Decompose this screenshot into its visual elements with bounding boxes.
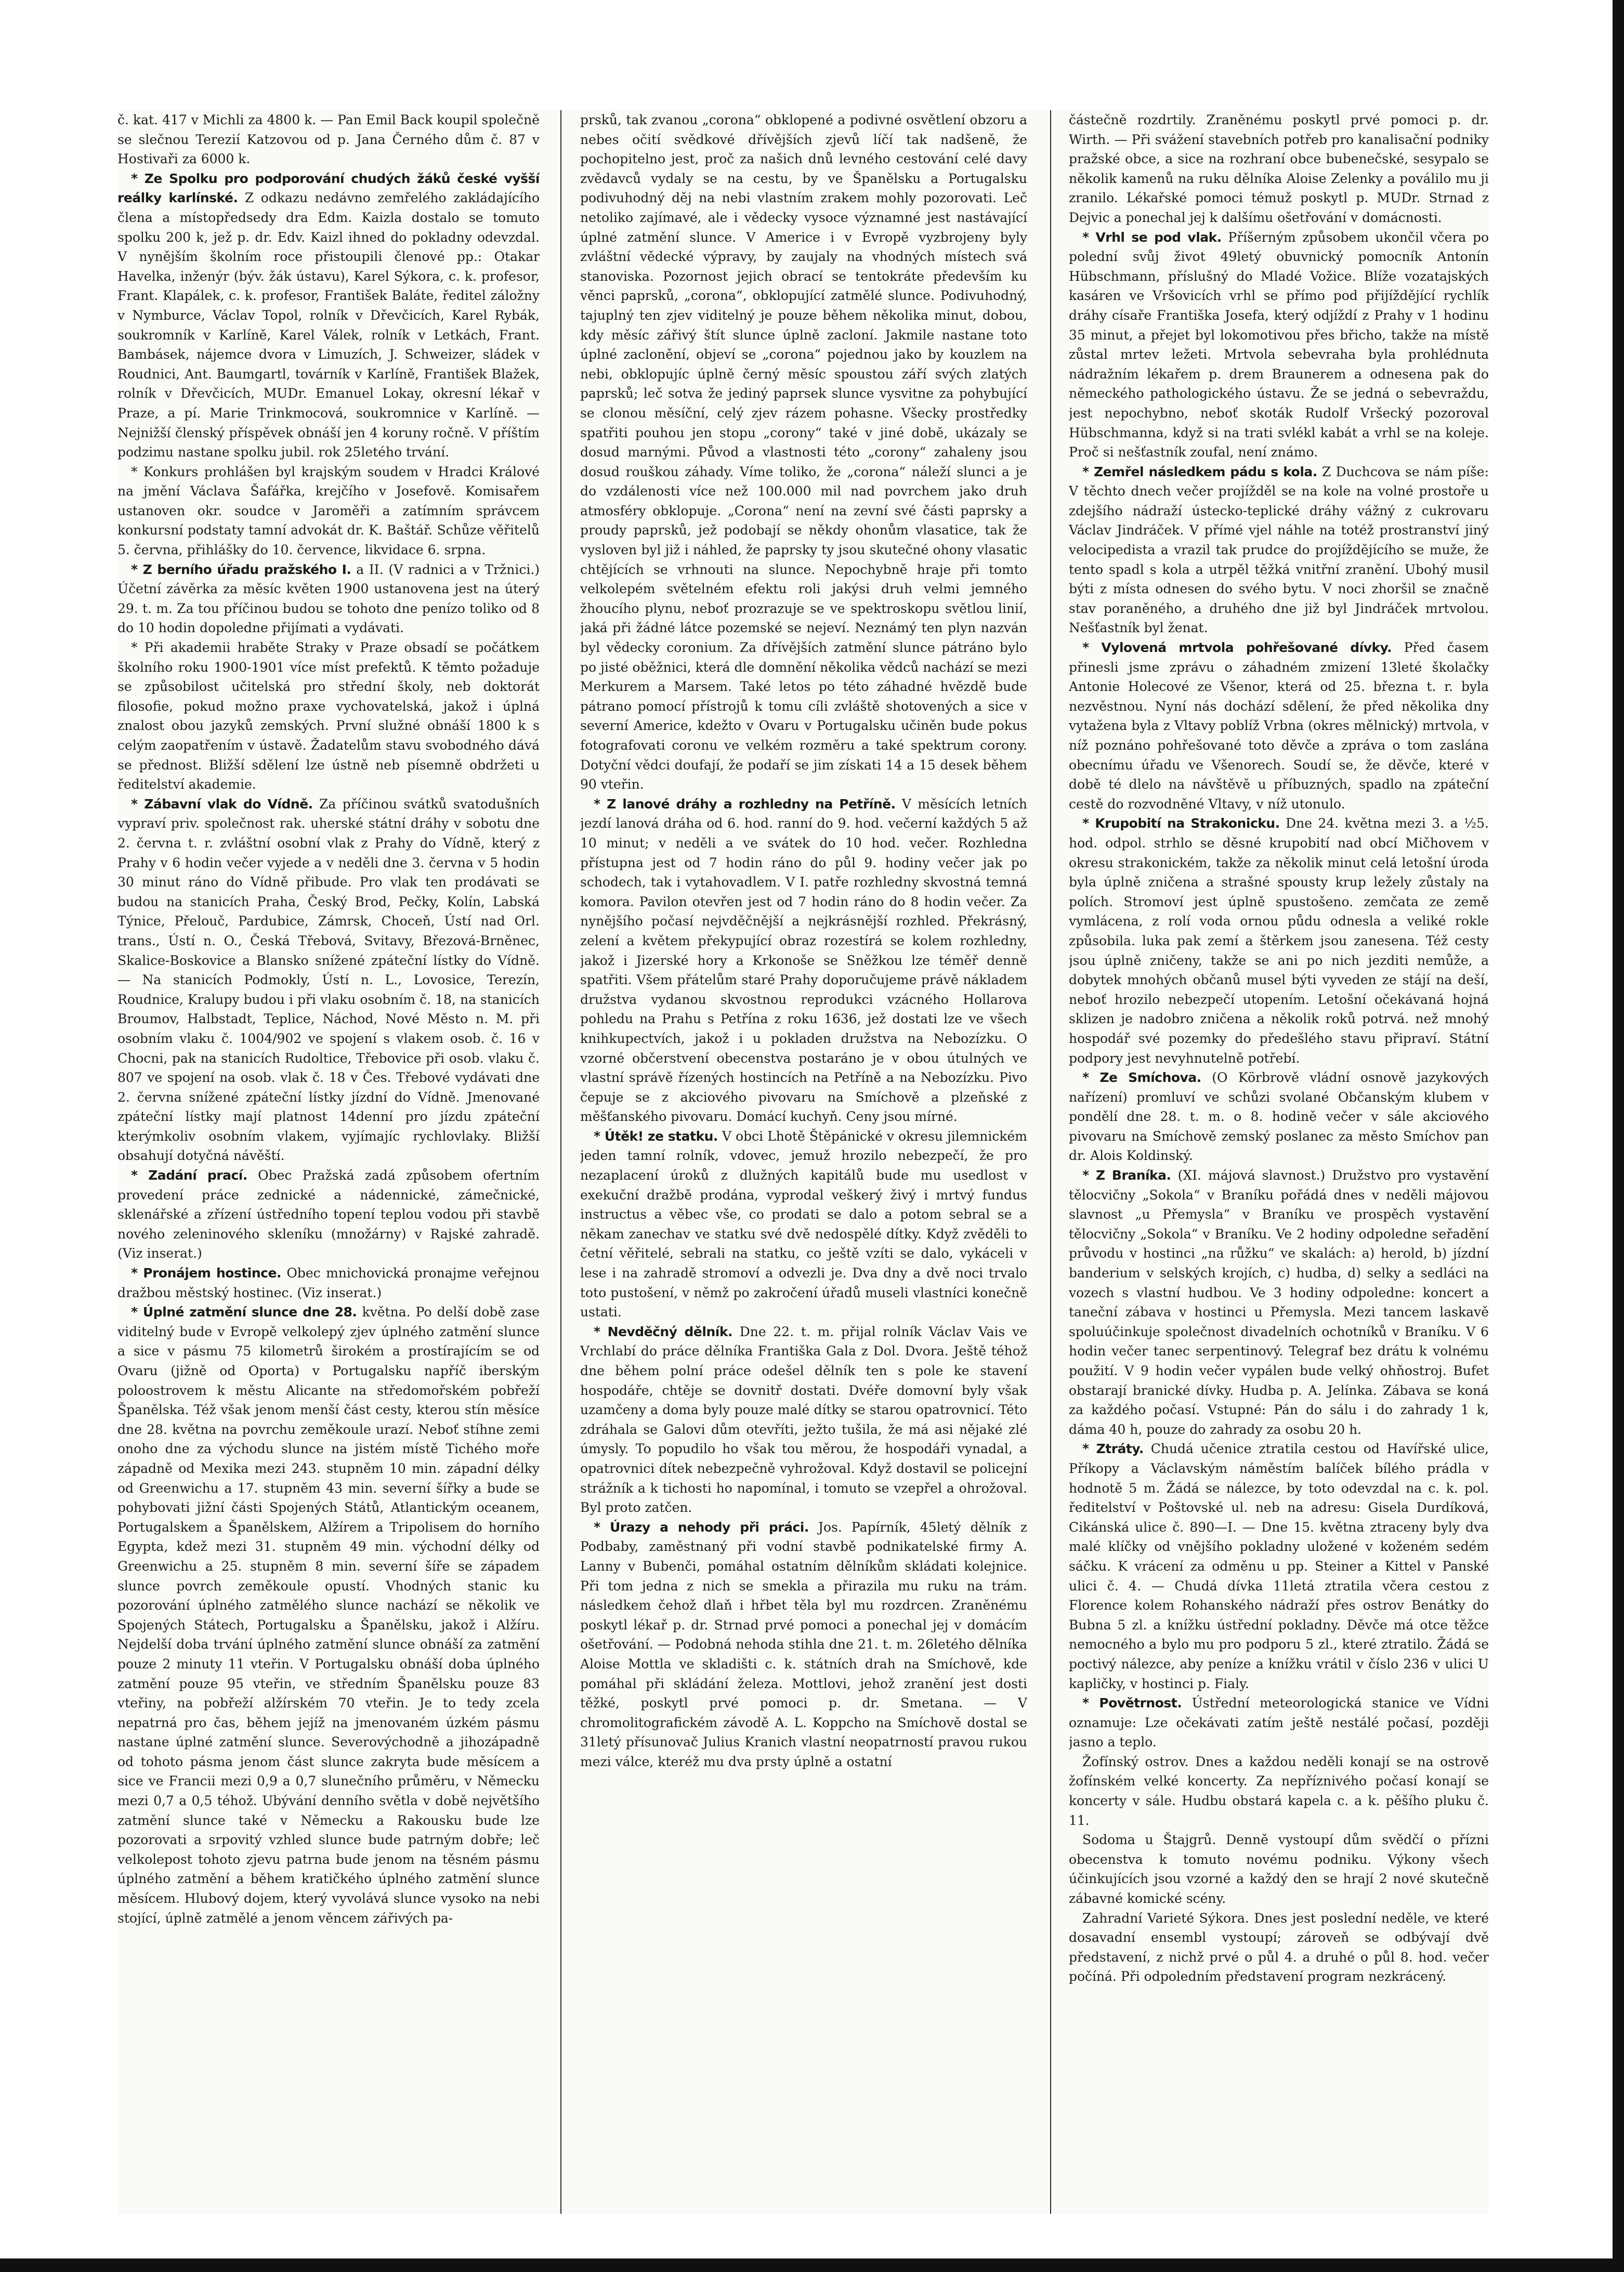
item-headline: * Úplné zatmění slunce dne 28. (131, 1304, 357, 1320)
column-rule (560, 110, 561, 2214)
column-3 (1069, 110, 1489, 2214)
item-headline: * Úrazy a nehody při práci. (594, 1519, 809, 1535)
news-item: Zahradní Varieté Sýkora. Dnes jest poslední neděle, ve které dosavadní ensembl vystoupí; zároveň se odbývají dvě představení, z nichž prvé o půl 4. a druhé o půl 8. hod. večer počíná. Při odpoledním představení program nezkrácený. (1069, 1910, 1489, 1984)
item-headline: * Vrhl se pod vlak. (1082, 229, 1222, 245)
news-item: * Úrazy a nehody při práci. Jos. Papírník, 45letý dělník z Podbaby, zaměstnaný při vodní stavbě podnikatelské firmy A. Lanny v Bubenči, pomáhal ostatním dělníkům skládati kolejnice. Při tom jedna z nich se smekla a přirazila mu ruku na trám. následkem čehož dlaň i hřbet těla byl mu rozdrcen. Zraněnému poskytl lékař p. dr. Strnad prvé pomoci a ponechal jej v domácím ošetřování. — Podobná nehoda stihla dne 21. t. m. 26letého dělníka Aloise Mottla ve skladišti c. k. státních drah na Smíchově, kde pomáhal při skládání železa. Mottlovi, jehož zranění jest dosti těžké, poskytl prvé pomoci p. dr. Smetana. — V chromolitografickém závodě A. L. Koppcho na Smíchově dostal se 31letý přísunovač Julius Kranich vlastní neopatrností pravou rukou mezi válce, kteréž mu dva prsty úplně a ostatní (580, 1519, 1027, 1769)
news-item: částečně rozdrtily. Zraněnému poskytl prvé pomoci p. dr. Wirth. — Při svážení stavebních potřeb pro kanalisační podniky pražské obce, a sice na rozhraní obce bubenečské, sesypalo se několik kamenů na ruku dělníka Aloise Zelenky a poválilo mu ji zranilo. Lékařské pomoci témuž poskytl p. MUDr. Strnad z Dejvic a ponechal jej k dalšímu ošetřování v domácnosti. (1069, 112, 1489, 225)
item-headline: * Ztráty. (1082, 1441, 1144, 1457)
item-headline: * Nevděčný dělník. (594, 1324, 732, 1339)
item-headline: * Z berního úřadu pražského I. (131, 562, 351, 577)
news-item: * Ztráty. Chudá učenice ztratila cestou od Havířské ulice, Příkopy a Václavským náměstím balíček bílého prádla v hodnotě 5 m. Žádá se nálezce, by toto odevzdal na c. k. pol. ředitelství v Poštovské ul. neb na adresu: Gisela Durdíková, Cikánská ulice č. 890—I. — Dne 15. května ztraceny byly dva malé klíčky od vnějšího pokladny uložené v koženém sedém sáčku. K vrácení za odměnu u pp. Steiner a Kittel v Panské ulici č. 4. — Chudá dívka 11letá ztratila včera cestou z Florence kolem Rohanského nádraží přes ostrov Benátky do Bubna 5 zl. a knížku ústřední pokladny. Děvče má otce těžce nemocného a bylo mu pro podporu 5 zl., které ztratilo. Žádá se poctivý nálezce, aby peníze a knížku vrátil v číslo 236 v ulici U kapličky, v hostinci p. Fialy. (1069, 1441, 1489, 1691)
news-item: * Povětrnost. Ústřední meteorologická stanice ve Vídni oznamuje: Lze očekávati zatím ještě nestálé počasí, později jasno a teplo. (1069, 1695, 1489, 1750)
news-item: * Konkurs prohlášen byl krajským soudem v Hradci Králové na jmění Václava Šafářka, krejčího v Josefově. Komisařem ustanoven okr. soudce v Jaroměři a zatímním správcem konkursní podstaty tamní advokát dr. K. Baštář. Schůze věřitelů 5. června, přihlášky do 10. července, likvidace 6. srpna. (117, 464, 540, 558)
news-item: * Při akademii hraběte Straky v Praze obsadí se počátkem školního roku 1900-1901 více míst prefektů. K těmto požaduje se způsobilost učitelská pro střední školy, neb doktorát filosofie, pokud možno praxe vychovatelská, jakož i úplná znalost obou jazyků zemských. První služné obnáší 1800 k s celým zaopatřením v ústavě. Žadatelům stavu svobodného dává se přednost. Bližší sdělení lze ústně neb písemně obdržeti u ředitelství akademie. (117, 640, 540, 792)
news-item: Sodoma u Štajgrů. Denně vystoupí dům svědčí o přízni obecenstva k tomuto novému podniku. Výkony všech účinkujících jsou vzorné a každý den se hrají 2 nové skutečně zábavné komické scény. (1069, 1832, 1489, 1907)
news-item: Žofínský ostrov. Dnes a každou neděli konají se na ostrově žofínském velké koncerty. Za nepříznivého počasí konají se koncerty v sále. Hudbu obstará kapela c. a k. pěšího pluku č. 11. (1069, 1754, 1489, 1828)
item-headline: * Zábavní vlak do Vídně. (131, 796, 313, 812)
news-item: * Útěk! ze statku. V obci Lhotě Štěpánické v okresu jilemnickém jeden tamní rolník, vdovec, jemuž hrozilo nebezpečí, že pro nezaplacení úroků z dlužných kapitálů bude mu usedlost v exekuční dražbě prodána, vyprodal veškerý živý i mrtvý fundus instructus a věbec vše, co prodati se dalo a potom sebral se a někam zanechav ve statku své dvě nedospělé dítky. Když zvěděli to četní věřitelé, sebrali na statku, co ještě vzíti se dalo, vykáceli v lese i na zahradě stromoví a odvezli je. Dva dny a dvě noci trvalo toto pustošení, v němž po zakročení úřadů museli vlastníci konečně ustati. (580, 1128, 1027, 1320)
news-item: * Nevděčný dělník. Dne 22. t. m. přijal rolník Václav Vais ve Vrchlabí do práce dělníka Františka Gala z Dol. Dvora. Ještě téhož dne během polní práce odešel dělník ten s pole ke stavení hospodáře, chtěje se dovnitř dostati. Dvéře domovní byly však uzamčeny a doma byly pouze malé dítky se starou opatrovnicí. Této zdráhala se Galovi dům otevříti, ježto tušila, že má asi nějaké zlé úmysly. To popudilo ho však tou měrou, že hospodáři vynadal, a opatrovnici dítek nebezpečně vyhrožoval. Když dostavil se policejní strážník a k tichosti ho napomínal, i tomuto se vzepřel a ohrožoval. Byl proto zatčen. (580, 1324, 1027, 1516)
news-item: prsků, tak zvanou „corona“ obklopené a podivné osvětlení obzoru a nebes očití svědkové dřívějších zjevů líčí tak nadšeně, že pochopitelno jest, proč za našich dnů levného cestování celé davy zvědavců vydaly se na cestu, by ve Španělsku a Portugalsku podivuhodný děj na nebi vlastním zrakem mohly pozorovati. Leč netoliko zajímavé, ale i vědecky vysoce významné jest nastávající úplné zatmění slunce. V Americe i v Evropě vyzbrojeny byly zvláštní vědecké výpravy, by zaujaly na vhodných místech svá stanoviska. Pozornost jejich obrací se tentokráte především ku věnci paprsků, „corona“, obklopující zatmělé slunce. Podivuhodný, tajuplný ten zjev viditelný je pouze během několika minut, dobou, kdy měsíc zářivý štít slunce úplně zacloní. Jakmile nastane toto úplné zaclonění, objeví se „corona“ pojednou jako by kouzlem na nebi, obklopujíc úplně černý měsíc spoustou září svých zlatých paprsků; leč sotva že jediný paprsek slunce vysvitne za pohybující se clonou měsíční, celý zjev rázem pohasne. Všecky prostředky spatřiti pouhou jen stopu „corony“ také v jiné době, ukázaly se dosud marnými. Původ a vlastnosti této „corony“ zahaleny jsou dosud rouškou záhady. Víme toliko, že „corona“ náleží slunci a je do vzdálenosti více než 100.000 mil nad povrchem jako druh atmosféry obklopuje. „Corona“ není na zevní své části paprsky a proudy paprsků, jež podobají se někdy ohonům vlasatice, tak že vysloven byl již i náhled, že paprsky ty jsou skutečné ohony vlasatic chtějících se vrhnouti na slunce. Nepochybně hraje při tomto velkolepém světelném efektu roli jakýsi druh velmi jemného žhoucího plynu, neboť prozrazuje se ve spektroskopu světlou linií, jaká při žádné látce pozemské se nejeví. Neznámý ten plyn nazván byl vědecky coronium. Za dřívějších zatmění slunce pátráno bylo po jisté oběžnici, která dle domnění několika vědců nachází se mezi Merkurem a Marsem. Také letos po této záhadné hvězdě bude pátrano pomocí přístrojů k tomu cíli zvláště shotovených a sice v severní Americe, kdežto v Ovaru v Portugalsku učiněn bude pokus fotografovati coronu ve velkém rozměru a také spektrum corony. Dotyční vědci doufají, že podaří se jim získati 14 a 15 desek během 90 vteřin. (580, 112, 1027, 792)
item-headline: * Zadání prací. (131, 1168, 247, 1183)
news-item: * Z Braníka. (XI. májová slavnost.) Družstvo pro vystavění tělocvičny „Sokola“ v Braníku pořádá dnes v neděli májovou slavnost „u Přemysla“ v Braníku ve prospěch vystavění tělocvičny „Sokola“ v Braníku. Ve 2 hodiny odpoledne seřadění průvodu v hostinci „na růžku“ ve skalách: a) herold, b) jízdní banderium v selských krojích, c) hudba, d) selky a sedláci na vozech s vlastní hudbou. Ve 3 hodiny odpoledne: koncert a taneční zábava v hostinci u Přemysla. Mezi tancem laskavě spoluúčinkuje společnost divadelních ochotníků v Braníku. V 6 hodin večer tanec serpentinový. Telegraf bez drátu k volnému použití. V 9 hodin večer vypálen bude velký ohňostroj. Bufet obstarají branické dívky. Hudba p. A. Jelínka. Zábava se koná za každého počasí. Vstupné: Pán do sálu i do zahrady 1 k, dáma 40 h, pouze do zahrady za osobu 20 h. (1069, 1168, 1489, 1437)
column-1 (117, 110, 540, 2214)
news-item: * Úplné zatmění slunce dne 28. května. Po delší době zase viditelný bude v Evropě velkolepý zjev úplného zatmění slunce a sice v pásmu 75 kilometrů širokém a prostírajícím se od Ovaru (jižně od Oporta) v Portugalsku napříč iberským poloostrovem k městu Alicante na středomořském pobřeží Španělska. Též však jenom menší část cesty, kterou stín měsíce dne 28. května na povrchu zeměkoule urazí. Neboť stíhne zemi onoho dne za východu slunce na jistém místě Tichého moře západně od Mexika mezi 243. stupněm 10 min. západní délky od Greenwichu a 17. stupněm 43 min. severní šířky a bude se pohybovati jižní části Spojených Států, Atlantickým oceanem, Portugalskem a Španělskem, Alžírem a Tripolisem do horního Egypta, kdež mezi 31. stupněm 49 min. východní délky od Greenwichu a 25. stupněm 8 min. severní šíře se západem slunce povrch zeměkoule opustí. Vhodných stanic ku pozorování úplného zatmělého slunce nachází se několik ve Spojených Státech, Portugalsku a Španělsku, jakož i Alžíru. Nejdelší doba trvání úplného zatmění slunce obnáší za zatmění pouze 2 minuty 11 vteřin. V Portugalsku obnáší doba úplného zatmění pouze 95 vteřin, ve středním Španělsku pouze 83 vteřiny, na pobřeží alžírském 70 vteřin. Je to tedy zcela nepatrná pro čas, během jejíž na jmenovaném úzkém pásmu nastane úplné zatmění slunce. Severovýchodně a jihozápadně od tohoto pásma jenom část slunce zakryta bude měsícem a sice ve Francii mezi 0,9 a 0,7 slunečního průměru, v Německu mezi 0,7 a 0,5 téhož. Ubývání denního světla v době největšího zatmění slunce také v Německu a Rakousku bude lze pozorovati a srpovitý vzhled slunce bude patrným dobře; leč velkolepost tohoto zjevu patrna bude jenom na těsném pásmu úplného zatmění a během kratičkého úplného zatmění slunce měsícem. Hlubový dojem, který vyvolává slunce vysoko na nebi stojící, úplně zatmělé a jenom věncem zářivých pa- (117, 1304, 540, 1926)
item-headline: * Zemřel následkem pádu s kola. (1082, 464, 1317, 479)
column-2 (580, 110, 1027, 2214)
news-item: č. kat. 417 v Michli za 4800 k. — Pan Emil Back koupil společně se slečnou Terezií Katzovou od p. Jana Černého dům č. 87 v Hostivaři za 6000 k. (117, 112, 540, 167)
newspaper-page (117, 110, 1489, 2214)
item-headline: * Ze Spolku pro podporování chudých žáků české vyšší reálky karlínské. (117, 171, 540, 206)
news-item: * Krupobití na Strakonicku. Dne 24. května mezi 3. a ½5. hod. odpol. strhlo se děsné krupobití nad obcí Mičhovem v okresu strakonickém, takže za několik minut celá letošní úroda byla úplně zničena a strašné spousty krup ležely zůstaly na polích. Stromoví jest úplně spustošeno. zemčata ze země vymlácena, z rolí voda ornou půdu odnesla a veliké rokle způsobila. luka pak zemí a štěrkem jsou zanesena. Též cesty jsou úplně zničeny, takže se ani po nich jezditi nemůže, a dobytek mnohých občanů musel býti vyveden ze stájí na deší, neboť hrozilo nebezpečí utopením. Letošní očekávaná hojná sklizen je nadobro zničena a několik roků potrvá. než mnohý hospodář své pozemky do předešlého stavu připraví. Státní podpory jest nevyhnutelně potřebí. (1069, 816, 1489, 1066)
item-headline: * Útěk! ze statku. (594, 1128, 718, 1144)
news-item: * Vylovená mrtvola pohřešované dívky. Před časem přinesli jsme zprávu o záhadném zmizení 13leté školačky Antonie Holecové ze Všenor, která od 25. března t. r. byla nezvěstnou. Nyní nás dochází sdělení, že před několika dny vytažena byla z Vltavy poblíž Vrbna (okres mělnický) mrtvola, v níž poznáno pohřešované toto děvče a zpráva o tom zaslána obecnímu úřadu ve Všenorech. Soudí se, že děvče, které v době té dlelo na návštěvě u příbuzných, spadlo na zpáteční cestě do rozvodněné Vltavy, v níž utonulo. (1069, 640, 1489, 812)
news-item: * Z berního úřadu pražského I. a II. (V radnici a v Tržnici.) Účetní závěrka za měsíc květen 1900 ustanovena jest na úterý 29. t. m. Za tou příčinou budou se tohoto dne penízo toliko od 8 do 10 hodin dopoledne přijímati a vydávati. (117, 562, 540, 636)
item-headline: * Ze Smíchova. (1082, 1070, 1201, 1086)
news-item: * Ze Spolku pro podporování chudých žáků české vyšší reálky karlínské. Z odkazu nedávno zemřelého zakládajícího člena a místopředsedy dra Edm. Kaizla dostalo se tomuto spolku 200 k, jež p. dr. Edv. Kaizl ihned do pokladny odevzdal. V nynějším školním roce přistoupili členové pp.: Otakar Havelka, inženýr (býv. žák ústavu), Karel Sýkora, c. k. profesor, Frant. Klapálek, c. k. profesor, František Baláte, ředitel záložny v Nymburce, Václav Topol, rolník v Dřevčicích, Karel Rybák, soukromník v Karlíně, Karel Válek, rolník v Letkách, Frant. Bambásek, nájemce dvora v Limuzích, J. Schweizer, sládek v Roudnici, Ant. Baumgartl, továrník v Karlíně, František Blažek, rolník v Dřevčicích, MUDr. Emanuel Lokay, okresní lékař v Praze, a pí. Marie Trinkmocová, soukromnice v Karlíně. — Nejnižší členský příspěvek obnáší jen 4 koruny ročně. V příštím podzimu nastane spolku jubil. rok 25letého trvání. (117, 171, 540, 460)
news-item: * Vrhl se pod vlak. Příšerným způsobem ukončil včera po polední svůj život 49letý obuvnický pomocník Antonín Hübschmann, příslušný do Mladé Vožice. Blíže vozatajských kasáren ve Vršovicích vrhl se přímo pod přijíždějící rychlík dráhy císaře Františka Josefa, který odjíždí z Prahy v 1 hodinu 35 minut, a přejet byl lokomotivou přes břicho, takže na místě zůstal mrtev ležeti. Mrtvola sebevraha byla prohlédnuta nádražním lékařem p. drem Braunerem a odnesena pak do německého pathologického ústavu. Že se jedná o sebevraždu, jest nepochybno, neboť skoták Rudolf Vršecký pozoroval Hübschmanna, když si na trati svlékl kabát a vrhl se na koleje. Proč si nešťastník zoufal, není známo. (1069, 229, 1489, 460)
item-headline: * Z lanové dráhy a rozhledny na Petříně. (594, 796, 896, 812)
news-item: * Zemřel následkem pádu s kola. Z Duchcova se nám píše: V těchto dnech večer projížděl se na kole na volné prostoře u zdejšího nádraží ústecko-teplické dráhy vážný z cukrovaru Václav Jindráček. V přímé vjel náhle na totéž prostranství jiný velocipedista a vrazil tak prudce do projíždějícího se muže, že tento spadl s kola a utrpěl těžká vnitřní zranění. Ubohý musil býti z místa odnesen do svého bytu. V noci zhoršil se značně stav poraněného, a druhého dne již byl Jindráček mrtvolou. Nešťastník byl ženat. (1069, 464, 1489, 636)
item-headline: * Pronájem hostince. (131, 1265, 281, 1281)
news-item: * Pronájem hostince. Obec mnichovická pronajme veřejnou dražbou městský hostinec. (Viz inserat.) (117, 1265, 540, 1300)
news-item: * Z lanové dráhy a rozhledny na Petříně. V měsících letních jezdí lanová dráha od 6. hod. ranní do 9. hod. večerní každých 5 až 10 minut; v neděli a ve svátek do 10 hod. večer. Rozhledna přístupna jest od 7 hodin ráno do půl 9. hodiny večer jak po schodech, tak i vytahovadlem. V I. patře rozhledny skvostná temná komora. Pavilon otevřen jest od 7 hodin ráno do 8 hodin večer. Za nynějšího počasí nejvděčnější a nejkrásnější rozhled. Překrásný, zelení a květem překypující obraz rozestírá se kolem rozhledny, jakož i Jizerské hory a Krkonoše se Sněžkou lze téměř denně spatřiti. Všem přátelům staré Prahy doporučujeme právě nákladem družstva vydanou skvostnou reprodukci vzácného Hollarova pohledu na Prahu s Petřína z roku 1636, jež dostati lze ve všech knihkupectvích, jakož i u pokladen družstva na Nebozízku. O vzorné občerstvení obecenstva postaráno je v obou útulných ve vlastní správě řízených hostincích na Petříně a na Nebozízku. Pivo čepuje se z akciového pivovaru na Smíchově a plzeňské z měšťanského pivovaru. Domácí kuchyň. Ceny jsou mírné. (580, 796, 1027, 1125)
item-headline: * Vylovená mrtvola pohřešované dívky. (1082, 640, 1392, 656)
news-item: * Zábavní vlak do Vídně. Za příčinou svátků svatodušních vypraví priv. společnost rak. uherské státní dráhy v sobotu dne 2. června t. r. zvláštní osobní vlak z Prahy do Vídně, který z Prahy v 6 hodin večer vyjede a v neděli dne 3. června v 5 hodin 30 minut ráno do Vídně přibude. Pro vlak ten prodávati se budou na stanicích Praha, Český Brod, Pečky, Kolín, Labská Týnice, Přelouč, Pardubice, Zámrsk, Choceň, Ústí nad Orl. trans., Ústí n. O., Česká Třebová, Svitavy, Březová-Brněnec, Skalice-Boskovice a Blansko snížené zpáteční lístky do Vídně. — Na stanicích Podmokly, Ústí n. L., Lovosice, Terezín, Roudnice, Kralupy budou i při vlaku osobním č. 18, na stanicích Broumov, Halbstadt, Teplice, Náchod, Nové Město n. M. při osobním vlaku č. 1004/902 ve spojení s vlakem osob. č. 16 v Chocni, pak na stanicích Rudoltice, Třebovice při osob. vlaku č. 807 ve spojení na osob. vlak č. 18 v Čes. Třebové vydávati dne 2. června snížené zpáteční lístky jízdní do Vídně. Jmenované zpáteční lístky mají platnost 14denní pro jízdu zpáteční kterýmkoliv osobním vlakem, vyjímajíc rychlovlaky. Bližší obsahují dotyčná návěští. (117, 796, 540, 1164)
news-item: * Ze Smíchova. (O Körbrově vládní osnově jazykových nařízení) promluví ve schůzi svolané Občanským klubem v pondělí dne 28. t. m. o 8. hodině večer v sále akciového pivovaru na Smíchově zemský poslanec za město Smíchov pan dr. Alois Koldinský. (1069, 1070, 1489, 1164)
column-rule (1050, 110, 1051, 2214)
item-headline: * Z Braníka. (1082, 1168, 1171, 1183)
item-headline: * Krupobití na Strakonicku. (1082, 816, 1280, 831)
item-headline: * Povětrnost. (1082, 1695, 1182, 1711)
news-item: * Zadání prací. Obec Pražská zadá způsobem ofertním provedení práce zednické a nádennické, zámečnické, sklenářské a zřízení ústředního topení teplou vodou při stavbě nového zeleninového skleníku (množárny) v Rajské zahradě. (Viz inserat.) (117, 1168, 540, 1261)
